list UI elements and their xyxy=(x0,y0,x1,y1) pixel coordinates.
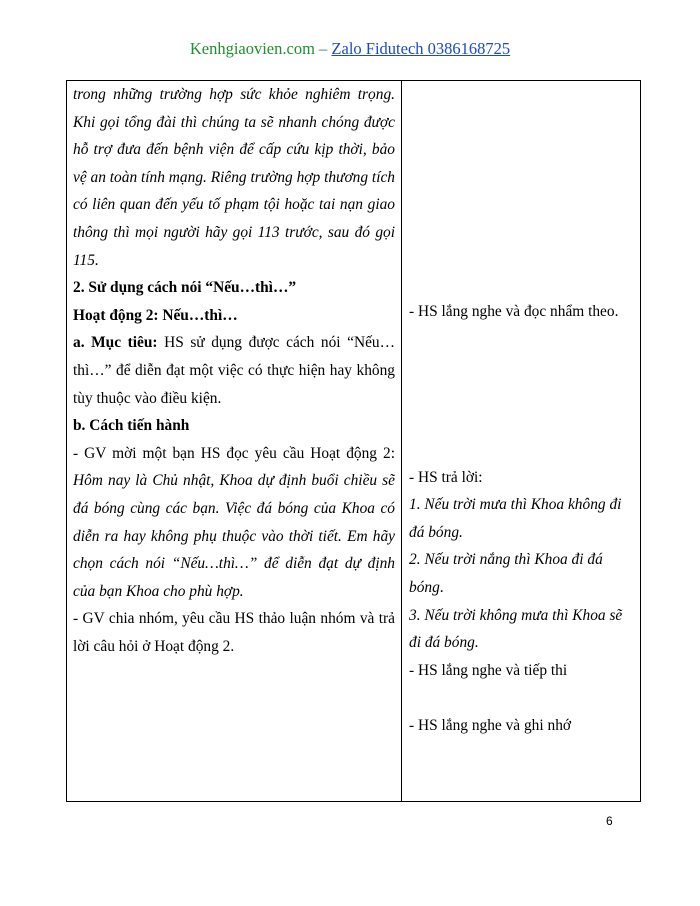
intro-paragraph: trong những trường hợp sức khỏe nghiêm trọng. Khi gọi tổng đài thì chúng ta sẽ nhanh chóng được hỗ trợ đưa đến bệnh viện để cấp cứu kịp thời, bảo vệ an toàn tính mạng. Riêng trường hợp thương tích có liên quan đến yếu tố phạm tội hoặc tai nạn giao thông thì mọi người hãy gọi 113 trước, sau đó gọi 115. xyxy=(73,86,395,269)
header-separator: – xyxy=(314,39,332,58)
lesson-table xyxy=(66,80,641,802)
step1-paragraph xyxy=(73,440,395,606)
teacher-activity-cell xyxy=(67,81,402,802)
answer-3: 3. Nếu trời không mưa thì Khoa sẽ đi đá bóng. xyxy=(409,606,623,652)
step1-task: Hôm nay là Chủ nhật, Khoa dự định buổi chiều sẽ đá bóng cùng các bạn. Việc đá bóng của Khoa có diễn ra hay không phụ thuộc vào thời tiết. Em hãy chọn cách nói “Nếu…thì…” để diễn đạt dự định của bạn Khoa cho phù hợp. xyxy=(73,472,395,600)
step2-paragraph: - GV chia nhóm, yêu cầu HS thảo luận nhóm và trả lời câu hỏi ở Hoạt động 2. xyxy=(73,610,395,655)
page-number: 6 xyxy=(606,814,613,828)
listen-continue-text: - HS lắng nghe và tiếp thi xyxy=(409,661,568,679)
goal-label: a. Mục tiêu: xyxy=(73,334,158,352)
listen-read-text: - HS lắng nghe và đọc nhẩm theo. xyxy=(409,303,619,320)
page-header xyxy=(0,39,700,59)
listen-remember-text: - HS lắng nghe và ghi nhớ xyxy=(409,716,572,734)
answer-2-end: . xyxy=(439,578,444,596)
answer-label: - HS trả lời: xyxy=(409,468,483,486)
teacher-activity-content xyxy=(67,81,401,660)
step1-lead: - GV mời một bạn HS đọc yêu cầu Hoạt động 2: xyxy=(73,444,395,462)
goal-text: HS sử dụng được cách nói “Nếu…thì…” để diễn đạt một việc có thực hiện hay không tùy thuộc vào điều kiện. xyxy=(73,334,395,407)
student-activity-cell xyxy=(402,81,641,802)
answer-2 xyxy=(409,546,634,601)
activity-title: Hoạt động 2: Nếu…thì… xyxy=(73,306,238,324)
section-title: 2. Sử dụng cách nói “Nếu…thì…” xyxy=(73,279,297,297)
header-site-link[interactable]: Kenhgiaovien.com xyxy=(189,39,315,58)
method-label: b. Cách tiến hành xyxy=(73,417,190,435)
answer-2-text: 2. Nếu trời nắng thì Khoa đi đá bóng xyxy=(409,551,603,596)
goal-paragraph xyxy=(73,329,395,412)
header-zalo-link[interactable]: Zalo Fidutech 0386168725 xyxy=(331,39,511,58)
student-activity-content xyxy=(402,298,640,740)
table-row xyxy=(67,81,641,802)
answer-1: 1. Nếu trời mưa thì Khoa không đi đá bóng. xyxy=(409,496,622,541)
